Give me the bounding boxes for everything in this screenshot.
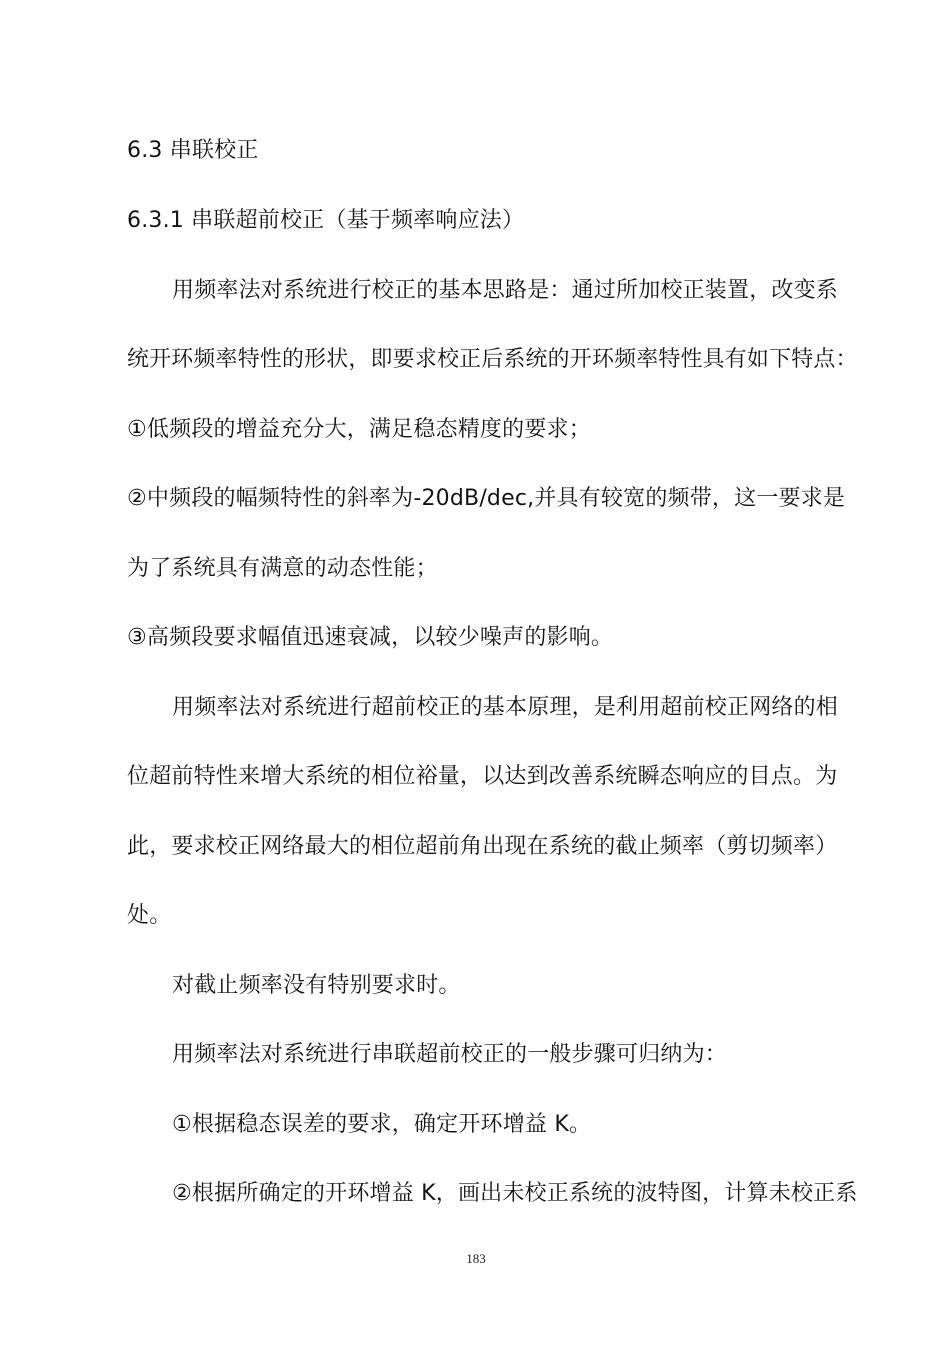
paragraph-line: 处。 bbox=[127, 903, 172, 928]
paragraph-line: 统开环频率特性的形状，即要求校正后系统的开环频率特性具有如下特点： bbox=[127, 347, 858, 372]
paragraph-line: 对截止频率没有特别要求时。 bbox=[172, 973, 461, 998]
paragraph-line: ③高频段要求幅值迅速衰减，以较少噪声的影响。 bbox=[127, 625, 614, 650]
paragraph-line: 位超前特性来增大系统的相位裕量，以达到改善系统瞬态响应的目点。为 bbox=[127, 764, 838, 789]
paragraph-line: 此，要求校正网络最大的相位超前角出现在系统的截止频率（剪切频率） bbox=[127, 834, 838, 859]
paragraph-line: ①根据稳态误差的要求，确定开环增益 K。 bbox=[172, 1112, 592, 1137]
paragraph-line: 为了系统具有满意的动态性能； bbox=[127, 556, 438, 581]
subsection-title: 6.3.1 串联超前校正（基于频率响应法） bbox=[127, 208, 525, 233]
paragraph-line: ②根据所确定的开环增益 K，画出未校正系统的波特图，计算未校正系 bbox=[172, 1181, 858, 1206]
page-number: 183 bbox=[466, 1251, 486, 1266]
paragraph-line: 用频率法对系统进行超前校正的基本原理，是利用超前校正网络的相 bbox=[172, 695, 839, 720]
paragraph-line: ①低频段的增益充分大，满足稳态精度的要求； bbox=[127, 417, 591, 442]
paragraph-line: 用频率法对系统进行校正的基本思路是：通过所加校正装置，改变系 bbox=[172, 278, 839, 303]
paragraph-line: 用频率法对系统进行串联超前校正的一般步骤可归纳为： bbox=[172, 1042, 728, 1067]
paragraph-line: ②中频段的幅频特性的斜率为-20dB/dec,并具有较宽的频带，这一要求是 bbox=[127, 486, 846, 511]
section-title: 6.3 串联校正 bbox=[127, 138, 259, 163]
